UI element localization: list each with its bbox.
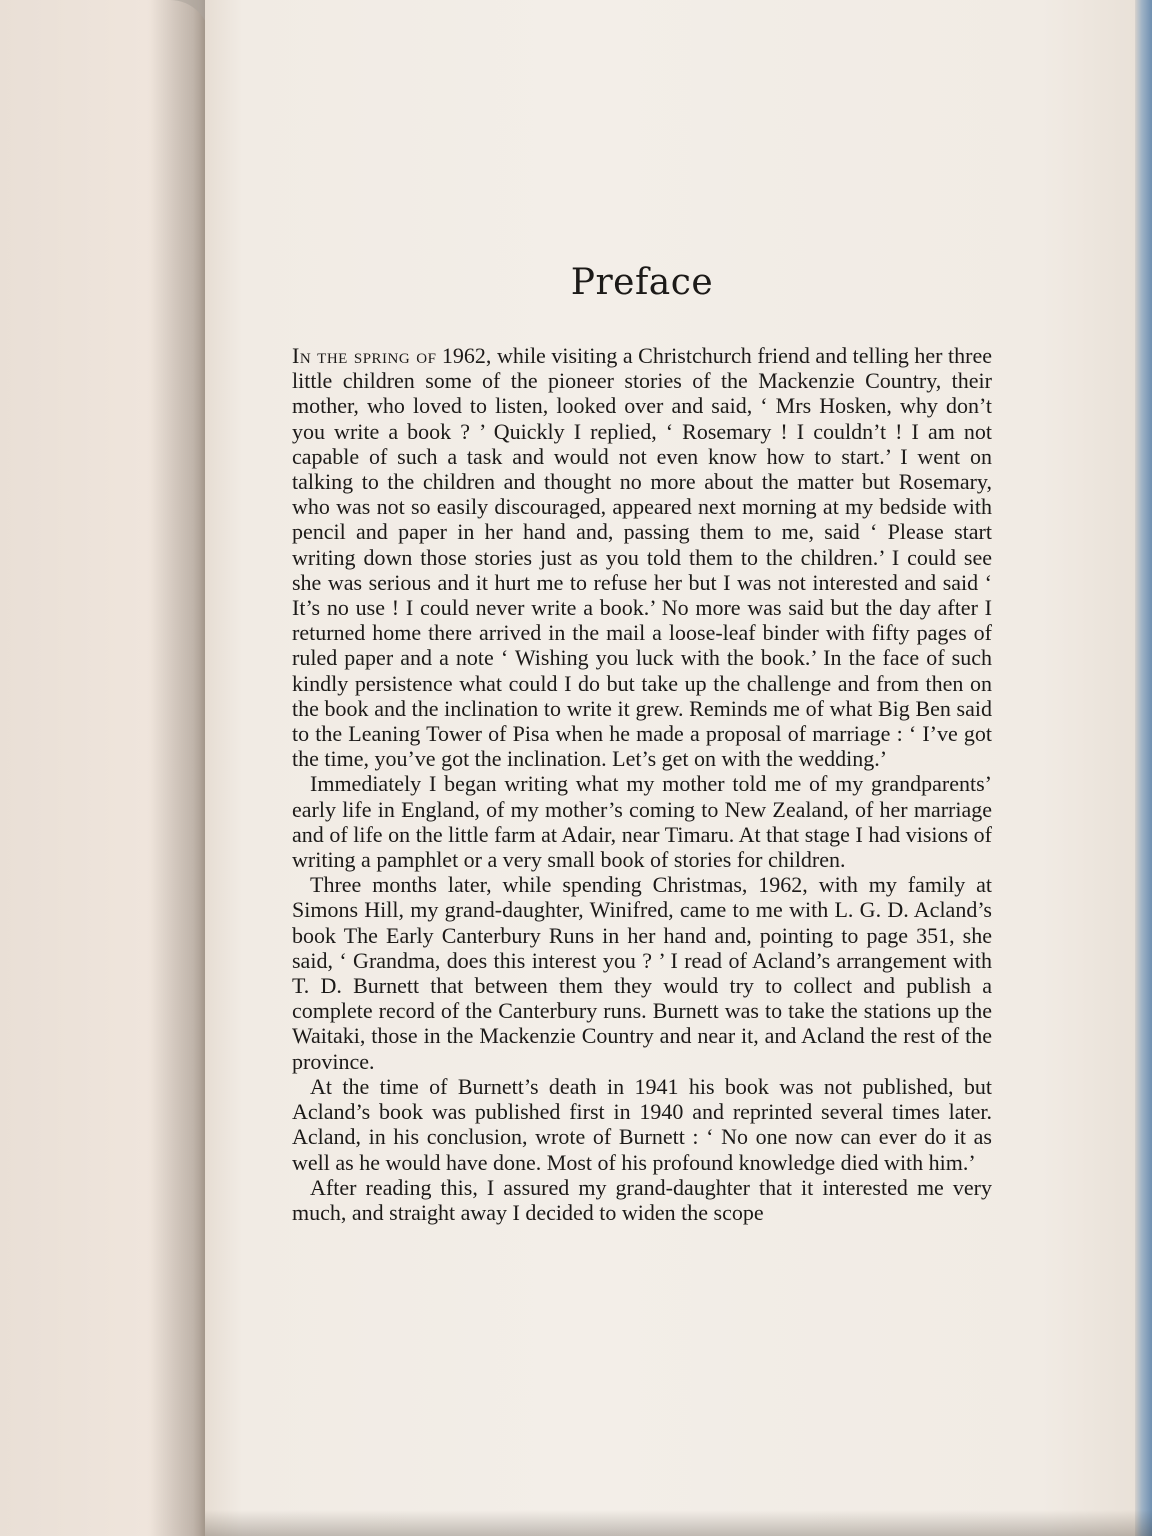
bottom-shadow [205,1510,1152,1536]
opening-small-caps: In the spring of [292,343,437,368]
paragraph-5: After reading this, I assured my grand-daughter that it interested me very much, and straight away I decided to widen the scope [292,1174,992,1225]
paragraph-1 [292,343,992,771]
page-title: Preface [570,262,714,303]
paragraph-1-text: 1962, while visiting a Christchurch friend and telling her three little children some of the pioneer stories of the Mackenzie Country, their mother, who loved to listen, looked over and said, ‘ Mrs Hosken, why don’t you write a book ? ’ Quickly I replied, ‘ Rosemary ! I couldn’t ! I am not capable of such a task and would not even know how to start.’ I went on talking to the children and thought no more about the matter but Rosemary, who was not so easily discouraged, appeared next morning at my bedside with pencil and paper in her hand and, passing them to me, said ‘ Please start writing down those stories just as you told them to the children.’ I could see she was serious and it hurt me to refuse her but I was not interested and said ‘ It’s no use ! I could never write a book.’ No more was said but the day after I returned home there arrived in the mail a loose-leaf binder with fifty pages of ruled paper and a note ‘ Wishing you luck with the book.’ In the face of such kindly persistence what could I do but take up the challenge and from then on the book and the inclination to write it grew. Reminds me of what Big Ben said to the Leaning Tower of Pisa when he made a proposal of marriage : ‘ I’ve got the time, you’ve got the inclination. Let’s get on with the wedding.’ [292,343,992,772]
paragraph-4: At the time of Burnett’s death in 1941 his book was not published, but Acland’s book was published first in 1940 and reprinted several times later. Acland, in his conclusion, wrote of Burnett : ‘ No one now can ever do it as well as he would have done. Most of his profound knowledge died with him.’ [292,1073,992,1175]
paragraph-3: Three months later, while spending Christmas, 1962, with my family at Simons Hill, my grand-daughter, Winifred, came to me with L. G. D. Acland’s book The Early Canterbury Runs in her hand and, pointing to page 351, she said, ‘ Grandma, does this interest you ? ’ I read of Acland’s arrangement with T. D. Burnett that between them they would try to collect and publish a complete record of the Canterbury runs. Burnett was to take the stations up the Waitaki, those in the Mackenzie Country and near it, and Acland the rest of the province. [292,872,992,1074]
paragraph-2: Immediately I began writing what my mother told me of my grandparents’ early life in England, of my mother’s coming to New Zealand, of her marriage and of life on the little farm at Adair, near Timaru. At that stage I had visions of writing a pamphlet or a very small book of stories for children. [292,771,992,873]
page-content [292,262,992,1225]
book-cover-edge [1135,0,1152,1536]
